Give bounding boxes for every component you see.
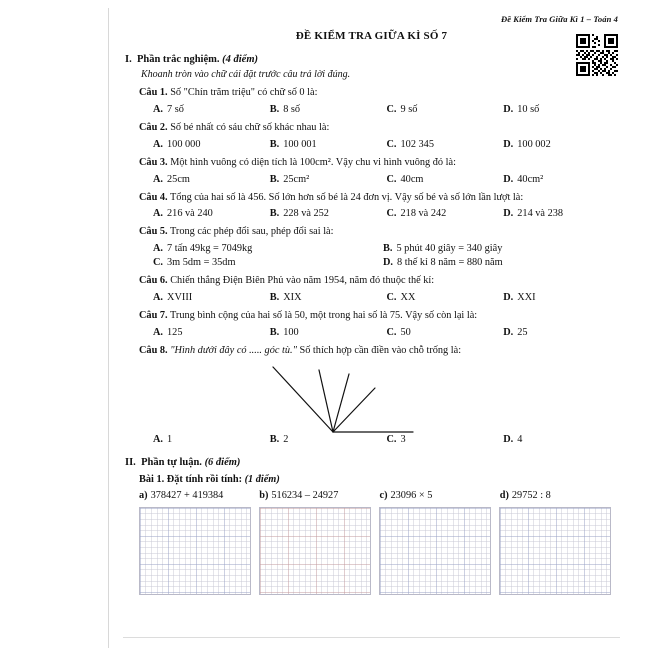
option-text: 8 thế kỉ 8 năm = 880 năm xyxy=(397,257,503,269)
option-text: 25cm xyxy=(167,173,190,185)
option-letter: C. xyxy=(386,208,397,220)
option-5-b[interactable] xyxy=(383,243,613,254)
question-5-text: Trong các phép đổi sau, phép đổi sai là: xyxy=(170,226,334,238)
option-7-a[interactable] xyxy=(153,327,270,338)
option-5-d[interactable] xyxy=(383,257,613,268)
angle-figure xyxy=(123,362,620,440)
option-text: 3m 5dm = 35dm xyxy=(167,257,236,269)
option-7-b[interactable] xyxy=(270,327,387,338)
question-6-options xyxy=(153,292,620,303)
option-text: 40cm xyxy=(400,173,424,185)
option-letter: C. xyxy=(153,257,164,269)
question-3 xyxy=(139,157,620,170)
item-expression: 29752 : 8 xyxy=(511,489,551,501)
option-letter: B. xyxy=(269,138,280,150)
bai-1-text: Đặt tính rồi tính: xyxy=(166,473,242,485)
option-letter: D. xyxy=(503,327,514,339)
option-letter: C. xyxy=(386,292,397,304)
option-text: 100 002 xyxy=(517,138,551,150)
option-2-c[interactable] xyxy=(387,139,504,150)
option-text: 228 và 252 xyxy=(283,208,329,220)
item-letter: d) xyxy=(499,489,509,501)
question-4 xyxy=(139,192,620,205)
bai-1-item-b xyxy=(259,490,379,501)
bai-1-items xyxy=(139,490,620,501)
option-text: 100 000 xyxy=(167,138,201,150)
left-margin xyxy=(0,0,108,656)
bai-1-points: (1 điểm) xyxy=(244,473,280,485)
part-1-points: (4 điểm) xyxy=(222,54,259,65)
option-letter: D. xyxy=(503,103,514,115)
option-letter: B. xyxy=(269,327,280,339)
part-1-instruction: Khoanh tròn vào chữ cái đặt trước câu trả lời đúng. xyxy=(141,69,351,80)
part-1-number: I. xyxy=(125,54,132,65)
question-1-label: Câu 1. xyxy=(139,87,168,98)
option-text: 7 số xyxy=(167,103,184,115)
option-letter: D. xyxy=(383,257,394,269)
question-7 xyxy=(139,310,620,323)
option-4-b[interactable] xyxy=(270,208,387,219)
question-1-text: Số "Chín trăm triệu" có chữ số 0 là: xyxy=(170,87,318,98)
option-2-a[interactable] xyxy=(153,139,270,150)
page-title: ĐỀ KIỂM TRA GIỮA KÌ SỐ 7 xyxy=(295,30,448,42)
answer-grids xyxy=(139,507,620,595)
question-7-label: Câu 7. xyxy=(139,310,168,322)
option-letter: B. xyxy=(383,243,393,255)
option-1-b[interactable] xyxy=(270,104,387,115)
option-text: 102 345 xyxy=(400,138,434,150)
option-1-a[interactable] xyxy=(153,104,270,115)
question-2-label: Câu 2. xyxy=(139,121,168,133)
option-1-c[interactable] xyxy=(387,104,504,115)
option-letter: A. xyxy=(153,173,164,185)
question-1 xyxy=(139,87,620,100)
option-text: 40cm² xyxy=(517,173,544,185)
question-2-options xyxy=(153,139,620,150)
option-letter: B. xyxy=(269,208,280,220)
option-6-b[interactable] xyxy=(270,292,387,303)
question-2 xyxy=(139,122,620,135)
option-text: 10 số xyxy=(517,103,540,115)
qr-code-icon xyxy=(576,34,618,76)
question-6-text: Chiến thắng Điện Biên Phủ vào năm 1954, năm đó thuộc thế kỉ: xyxy=(170,275,435,287)
item-expression: 23096 × 5 xyxy=(390,489,433,501)
option-letter: A. xyxy=(153,243,164,255)
bai-1-label: Bài 1. xyxy=(139,473,165,485)
option-text: 25cm² xyxy=(283,173,310,185)
answer-grid-b[interactable] xyxy=(259,507,371,595)
option-letter: C. xyxy=(386,173,397,185)
option-letter: D. xyxy=(503,138,514,150)
question-8-label: Câu 8. xyxy=(139,345,168,357)
part-2-points: (6 điểm) xyxy=(204,456,241,468)
option-text: 50 xyxy=(400,327,411,339)
option-7-d[interactable] xyxy=(503,327,620,338)
part-2-heading xyxy=(125,457,620,468)
question-5-options-row-1 xyxy=(153,243,620,254)
option-text: 218 và 242 xyxy=(400,208,447,220)
question-4-label: Câu 4. xyxy=(139,191,168,203)
question-8-quote: "Hình dưới đây có ..... góc tù." xyxy=(170,345,297,357)
option-letter: A. xyxy=(153,327,164,339)
question-6-label: Câu 6. xyxy=(139,275,168,287)
option-letter: D. xyxy=(503,173,514,185)
option-letter: B. xyxy=(269,433,280,445)
option-4-d[interactable] xyxy=(503,208,620,219)
option-letter: A. xyxy=(153,433,164,445)
option-letter: D. xyxy=(503,208,514,220)
part-1-heading xyxy=(125,54,620,65)
question-3-options xyxy=(153,174,620,185)
option-text: 214 và 238 xyxy=(517,208,564,220)
option-4-a[interactable] xyxy=(153,208,270,219)
item-letter: c) xyxy=(379,489,388,501)
bottom-divider xyxy=(123,637,620,638)
option-text: 9 số xyxy=(400,103,418,115)
item-letter: b) xyxy=(259,489,269,501)
option-letter: C. xyxy=(386,327,397,339)
option-4-c[interactable] xyxy=(387,208,504,219)
answer-grid-d[interactable] xyxy=(499,507,611,595)
option-letter: B. xyxy=(269,103,280,115)
option-2-b[interactable] xyxy=(270,139,387,150)
option-letter: A. xyxy=(153,208,164,220)
option-5-a[interactable] xyxy=(153,243,383,254)
option-letter: A. xyxy=(153,138,164,150)
option-letter: D. xyxy=(503,433,514,445)
item-expression: 378427 + 419384 xyxy=(150,489,224,501)
part-1-text: Phần trắc nghiệm. xyxy=(136,54,220,65)
question-7-options xyxy=(153,327,620,338)
option-text: XVIII xyxy=(167,292,193,304)
bai-1-item-c xyxy=(380,490,500,501)
option-text: XX xyxy=(400,292,416,304)
question-8-text: Số thích hợp cần điền vào chỗ trống là: xyxy=(296,345,462,357)
option-letter: C. xyxy=(386,103,397,115)
option-3-c[interactable] xyxy=(387,174,504,185)
option-letter: A. xyxy=(153,103,164,115)
option-3-b[interactable] xyxy=(270,174,387,185)
option-text: 216 và 240 xyxy=(167,208,213,220)
option-3-d[interactable] xyxy=(503,174,620,185)
option-2-d[interactable] xyxy=(503,139,620,150)
option-6-a[interactable] xyxy=(153,292,270,303)
question-8 xyxy=(139,345,620,358)
option-3-a[interactable] xyxy=(153,174,270,185)
part-2-number: II. xyxy=(125,456,136,468)
option-7-c[interactable] xyxy=(387,327,504,338)
option-1-d[interactable] xyxy=(503,104,620,115)
question-6 xyxy=(139,275,620,288)
running-head: Đề Kiểm Tra Giữa Kì 1 – Toán 4 xyxy=(500,14,618,24)
option-text: XIX xyxy=(283,292,302,304)
bai-1-item-d xyxy=(500,490,620,501)
question-2-text: Số bé nhất có sáu chữ số khác nhau là: xyxy=(170,121,330,133)
question-4-options xyxy=(153,208,620,219)
option-text: 7 tấn 49kg = 7049kg xyxy=(167,243,253,255)
question-5-options-row-2 xyxy=(153,257,620,268)
part-2-text: Phần tự luận. xyxy=(141,456,202,468)
option-6-d[interactable] xyxy=(503,292,620,303)
answer-grid-c[interactable] xyxy=(379,507,491,595)
question-5 xyxy=(139,226,620,239)
option-letter: B. xyxy=(269,292,280,304)
bai-1-item-a xyxy=(139,490,259,501)
option-text: 1 xyxy=(167,433,173,445)
option-letter: D. xyxy=(503,292,514,304)
question-3-label: Câu 3. xyxy=(139,156,168,168)
option-text: 8 số xyxy=(283,103,301,115)
exam-sheet xyxy=(108,8,636,648)
option-text: XXI xyxy=(517,292,536,304)
question-7-text: Trung bình cộng của hai số là 50, một trong hai số là 75. Vậy số còn lại là: xyxy=(170,310,478,322)
question-3-text: Một hình vuông có diện tích là 100cm². Vậy chu vi hình vuông đó là: xyxy=(170,156,456,168)
option-text: 100 xyxy=(283,327,299,339)
option-letter: B. xyxy=(269,173,280,185)
question-4-text: Tổng của hai số là 456. Số lớn hơn số bé là 24 đơn vị. Vậy số bé và số lớn lần lượt là: xyxy=(170,191,524,203)
option-6-c[interactable] xyxy=(387,292,504,303)
option-text: 3 xyxy=(400,433,406,445)
option-5-c[interactable] xyxy=(153,257,383,268)
bai-1-heading xyxy=(139,474,620,485)
option-text: 5 phút 40 giây = 340 giây xyxy=(396,243,503,255)
option-text: 25 xyxy=(517,327,528,339)
question-1-options xyxy=(153,104,620,115)
option-letter: C. xyxy=(386,138,397,150)
option-text: 2 xyxy=(283,433,289,445)
option-letter: A. xyxy=(153,292,164,304)
option-letter: C. xyxy=(386,433,397,445)
option-text: 125 xyxy=(167,327,183,339)
item-expression: 516234 – 24927 xyxy=(271,489,339,501)
item-letter: a) xyxy=(139,489,148,501)
option-text: 100 001 xyxy=(283,138,317,150)
question-5-label: Câu 5. xyxy=(139,226,168,238)
answer-grid-a[interactable] xyxy=(139,507,251,595)
option-text: 4 xyxy=(517,433,523,445)
